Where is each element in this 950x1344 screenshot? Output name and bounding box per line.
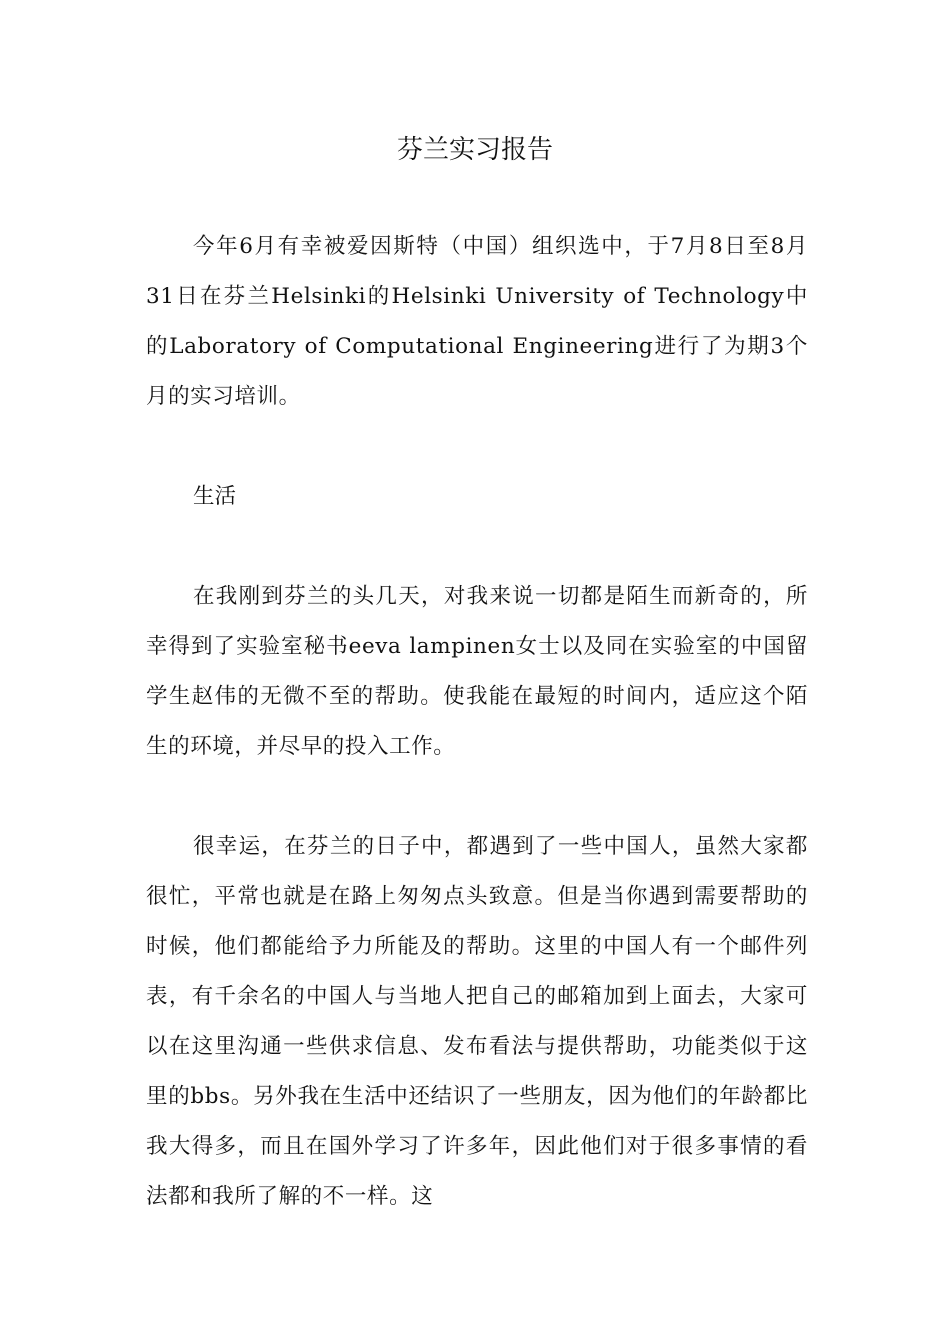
intro-paragraph: 今年6月有幸被爱因斯特（中国）组织选中，于7月8日至8月31日在芬兰Helsinki的Helsinki University of Technology中的Laboratory of Computational Engineering进行了为期3个月的实习培训。 — [146, 234, 808, 409]
document-body — [146, 222, 808, 1222]
body-paragraph-1: 在我刚到芬兰的头几天，对我来说一切都是陌生而新奇的，所幸得到了实验室秘书eeva lampinen女士以及同在实验室的中国留学生赵伟的无微不至的帮助。使我能在最短的时间内，适应这个陌生的环境，并尽早的投入工作。 — [146, 584, 808, 759]
body-paragraph-2: 很幸运，在芬兰的日子中，都遇到了一些中国人，虽然大家都很忙，平常也就是在路上匆匆点头致意。但是当你遇到需要帮助的时候，他们都能给予力所能及的帮助。这里的中国人有一个邮件列表，有千余名的中国人与当地人把自己的邮箱加到上面去，大家可以在这里沟通一些供求信息、发布看法与提供帮助，功能类似于这里的bbs。另外我在生活中还结识了一些朋友，因为他们的年龄都比我大得多，而且在国外学习了许多年，因此他们对于很多事情的看法都和我所了解的不一样。这 — [146, 834, 808, 1209]
section-heading: 生活 — [193, 484, 237, 509]
paragraph-spacer — [146, 422, 808, 472]
paragraph-spacer — [146, 772, 808, 822]
paragraph-spacer — [146, 522, 808, 572]
document-title: 芬兰实习报告 — [396, 135, 553, 165]
